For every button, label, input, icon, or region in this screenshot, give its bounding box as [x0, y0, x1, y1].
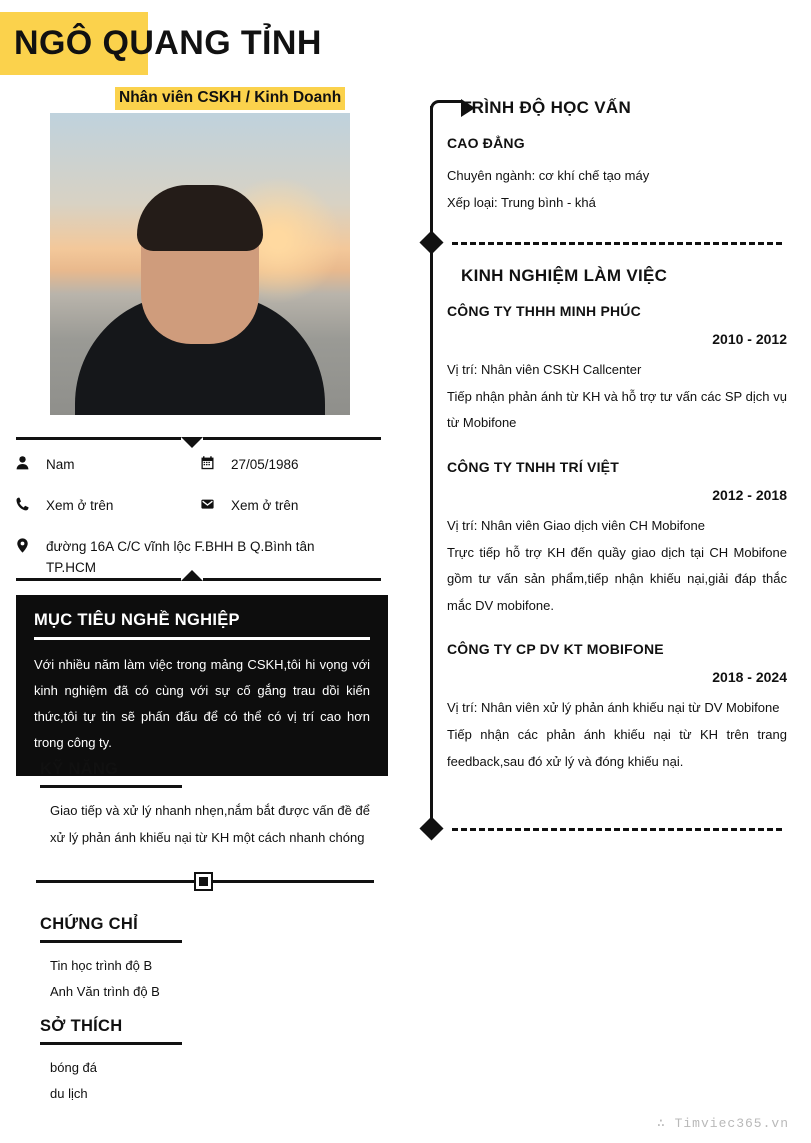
contact-row-gender [16, 455, 201, 476]
contact-row-address [16, 537, 386, 579]
list-item: Tin học trình độ B [50, 958, 153, 973]
experience-item [447, 459, 787, 620]
experience-section [447, 262, 787, 775]
experience-position: Vị trí: Nhân viên xử lý phản ánh khiếu nại từ DV Mobifone [447, 700, 780, 716]
career-objective-underline [34, 637, 370, 640]
envelope-icon [201, 496, 231, 511]
contact-top-rule-right [203, 437, 381, 440]
experience-years: 2018 - 2024 [712, 669, 787, 686]
contact-top-rule-left [16, 437, 181, 440]
hobbies-underline [40, 1042, 182, 1045]
certificates-underline [40, 940, 182, 943]
education-section [447, 94, 787, 216]
timeline-dashed-rule [452, 242, 782, 245]
address-value: đường 16A C/C vĩnh lộc F.BHH B Q.Bình tân TP.HCM [46, 538, 315, 575]
avatar [50, 113, 350, 415]
person-icon [16, 455, 46, 470]
experience-item [447, 303, 787, 437]
contact-column-right [201, 455, 386, 537]
timeline-diamond-icon [419, 230, 443, 254]
experience-years: 2010 - 2012 [712, 331, 787, 347]
experience-description: Tiếp nhận các phản ánh khiếu nại từ KH trên trang feedback,sau đó xử lý và đóng khiếu nại. [447, 727, 787, 769]
contact-row-phone [16, 496, 201, 517]
experience-company: CÔNG TY TNHH TRÍ VIỆT [447, 458, 619, 475]
career-objective-title: MỤC TIÊU NGHỀ NGHIỆP [34, 611, 240, 629]
experience-description: Trực tiếp hỗ trợ KH đến quầy giao dịch tại CH Mobifone gồm tư vấn sản phẩm,tiếp nhận khiếu nại,giải đáp thắc mắc DV mobifone. [447, 544, 787, 613]
experience-position: Vị trí: Nhân viên Giao dịch viên CH Mobifone [447, 517, 705, 533]
photo-hair [137, 185, 263, 251]
phone-value: Xem ở trên [46, 497, 114, 513]
calendar-icon [201, 455, 231, 470]
timeline-dashed-rule [452, 828, 782, 831]
experience-years: 2012 - 2018 [712, 486, 787, 503]
contact-two-columns [16, 455, 386, 537]
experience-position: Vị trí: Nhân viên CSKH Callcenter [447, 362, 642, 377]
contact-block [16, 455, 386, 579]
page-title: NGÔ QUANG TỈNH [14, 24, 322, 62]
certificates-section [40, 915, 390, 1005]
hobbies-title: SỞ THÍCH [40, 1017, 123, 1035]
hobbies-section [40, 1017, 390, 1107]
experience-company: CÔNG TY CP DV KT MOBIFONE [447, 641, 664, 658]
contact-row-email [201, 496, 386, 517]
skills-divider-marker [196, 874, 211, 889]
timeline-line [430, 106, 433, 836]
gender-value: Nam [46, 457, 75, 472]
contact-row-dob [201, 455, 386, 476]
certificates-title: CHỨNG CHỈ [40, 915, 138, 933]
skills-title: KỸ NĂNG [40, 760, 119, 778]
skills-underline [40, 785, 182, 788]
experience-title: KINH NGHIỆM LÀM VIỆC [447, 262, 681, 291]
timeline-diamond-icon [419, 816, 443, 840]
list-item: du lịch [50, 1086, 88, 1101]
skills-section [40, 760, 390, 851]
phone-icon [16, 496, 46, 511]
location-pin-icon [16, 537, 46, 553]
contact-column-left [16, 455, 201, 537]
list-item: bóng đá [50, 1060, 97, 1075]
education-major: Chuyên ngành: cơ khí chế tạo máy [447, 168, 650, 183]
dob-value: 27/05/1986 [231, 457, 299, 472]
contact-top-notch [181, 437, 203, 448]
education-title: TRÌNH ĐỘ HỌC VẤN [447, 94, 645, 123]
experience-company: CÔNG TY THHH MINH PHÚC [447, 303, 641, 319]
skills-body: Giao tiếp và xử lý nhanh nhẹn,nắm bắt được vấn đề để xử lý phản ánh khiếu nại từ KH một cách nhanh chóng [50, 803, 370, 845]
experience-description: Tiếp nhận phản ánh từ KH và hỗ trợ tư vấn các SP dịch vụ từ Mobifone [447, 388, 787, 431]
name-block [0, 12, 322, 75]
career-objective-body: Với nhiều năm làm việc trong mảng CSKH,tôi hi vọng với kinh nghiệm đã có cùng với sự cố gắng trau dồi kiến thức,tôi tự tin sẽ phấn đấu để có thể có vị trí cao hơn trong công ty. [34, 657, 370, 750]
education-grade: Xếp loại: Trung bình - khá [447, 194, 596, 210]
email-value: Xem ở trên [231, 497, 299, 513]
watermark: ∴ Timviec365.vn [656, 1116, 789, 1131]
career-objective-section [16, 595, 388, 776]
education-degree: CAO ĐẲNG [447, 135, 525, 151]
list-item: Anh Văn trình độ B [50, 984, 160, 999]
job-role-label: Nhân viên CSKH / Kinh Doanh [115, 87, 345, 110]
experience-item [447, 641, 787, 775]
